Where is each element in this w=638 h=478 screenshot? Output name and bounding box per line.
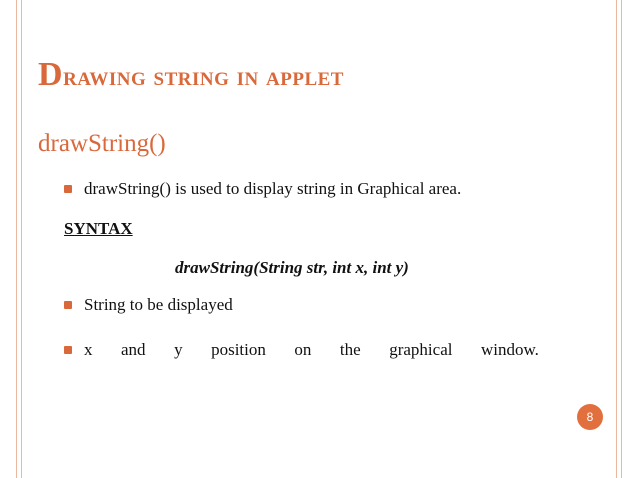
right-border-line-inner <box>616 0 617 478</box>
word: graphical <box>389 340 453 359</box>
page-number-badge: 8 <box>577 404 603 430</box>
word: position <box>211 340 266 359</box>
bullet-item <box>64 179 461 199</box>
word: and <box>121 340 146 359</box>
bullet-item <box>64 295 233 315</box>
slide-subtitle: drawString() <box>38 130 166 157</box>
slide-title <box>38 56 344 94</box>
bullet-item <box>64 340 544 360</box>
square-bullet-icon <box>64 346 72 354</box>
bullet-text-justified <box>84 340 539 360</box>
bullet-text: String to be displayed <box>84 295 233 314</box>
title-rest: rawing string in applet <box>63 61 344 91</box>
word: on <box>294 340 312 359</box>
word: window. <box>480 340 539 359</box>
syntax-label: SYNTAX <box>64 219 133 238</box>
word: x <box>84 340 93 359</box>
left-border-line <box>16 0 17 478</box>
square-bullet-icon <box>64 185 72 193</box>
left-border-line-inner <box>21 0 22 478</box>
syntax-code: drawString(String str, int x, int y) <box>175 258 409 277</box>
right-border-line <box>621 0 622 478</box>
title-initial: D <box>38 56 64 93</box>
word: y <box>174 340 183 359</box>
square-bullet-icon <box>64 301 72 309</box>
word: the <box>339 340 361 359</box>
bullet-text: drawString() is used to display string in Graphical area. <box>84 179 462 198</box>
